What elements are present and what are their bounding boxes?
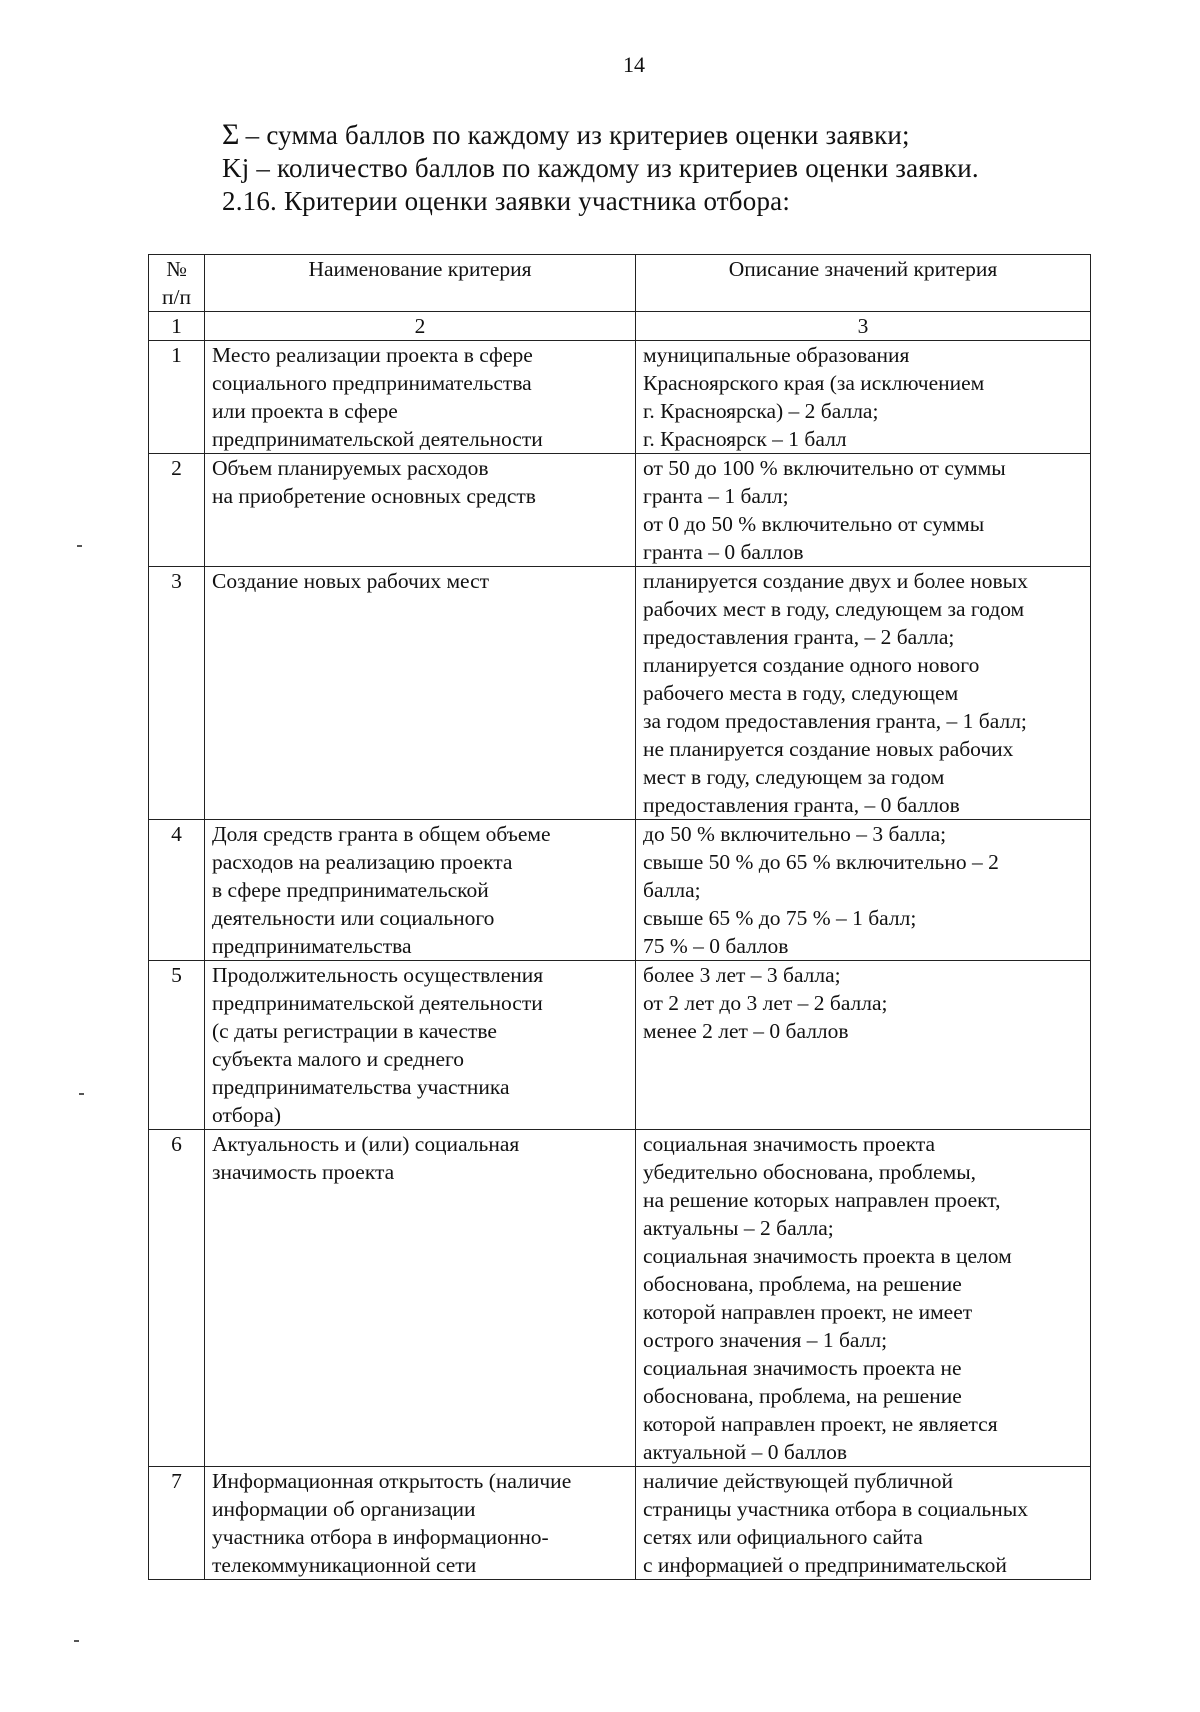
criterion-description-line: г. Красноярск – 1 балл bbox=[643, 427, 847, 451]
header-criterion-description: Описание значений критерия bbox=[636, 255, 1091, 312]
criterion-description-line: свыше 50 % до 65 % включительно – 2 bbox=[643, 850, 999, 874]
criterion-description-line: не планируется создание новых рабочих bbox=[643, 737, 1014, 761]
criterion-name-line: Место реализации проекта в сфере bbox=[212, 343, 533, 367]
scan-artifact-mark bbox=[79, 1093, 84, 1095]
criterion-description-line: свыше 65 % до 75 % – 1 балл; bbox=[643, 906, 917, 930]
criterion-description-line: г. Красноярска) – 2 балла; bbox=[643, 399, 879, 423]
criterion-name-line: информации об организации bbox=[212, 1497, 476, 1521]
criterion-description-line: на решение которых направлен проект, bbox=[643, 1188, 1001, 1212]
criterion-description-line: острого значения – 1 балл; bbox=[643, 1328, 888, 1352]
column-index-2: 2 bbox=[205, 312, 636, 341]
scan-artifact-mark bbox=[74, 1640, 79, 1642]
criterion-name bbox=[205, 567, 636, 820]
header-criterion-name: Наименование критерия bbox=[205, 255, 636, 312]
row-number: 7 bbox=[149, 1467, 205, 1580]
criterion-description-line: за годом предоставления гранта, – 1 балл; bbox=[643, 709, 1027, 733]
criterion-name-line: телекоммуникационной сети bbox=[212, 1553, 477, 1577]
criterion-description-line: страницы участника отбора в социальных bbox=[643, 1497, 1028, 1521]
criterion-name-line: субъекта малого и среднего bbox=[212, 1047, 465, 1071]
criterion-name-line: (с даты регистрации в качестве bbox=[212, 1019, 497, 1043]
intro-block bbox=[222, 118, 979, 218]
criterion-description-line: предоставления гранта, – 2 балла; bbox=[643, 625, 955, 649]
criterion-description-line: наличие действующей публичной bbox=[643, 1469, 954, 1493]
criterion-description bbox=[636, 341, 1091, 454]
criterion-name bbox=[205, 961, 636, 1130]
criterion-description-line: которой направлен проект, не является bbox=[643, 1412, 998, 1436]
criterion-description-line: от 2 лет до 3 лет – 2 балла; bbox=[643, 991, 888, 1015]
criterion-description-line: обоснована, проблема, на решение bbox=[643, 1272, 962, 1296]
criterion-name-line: расходов на реализацию проекта bbox=[212, 850, 513, 874]
criterion-description-line: предоставления гранта, – 0 баллов bbox=[643, 793, 960, 817]
row-number: 5 bbox=[149, 961, 205, 1130]
criterion-description-line: гранта – 0 баллов bbox=[643, 540, 804, 564]
criterion-description bbox=[636, 567, 1091, 820]
criterion-description-line: балла; bbox=[643, 878, 701, 902]
header-number bbox=[149, 255, 205, 312]
table-row bbox=[149, 1130, 1091, 1467]
criterion-description-line: рабочего места в году, следующем bbox=[643, 681, 959, 705]
criterion-name-line: отбора) bbox=[212, 1103, 282, 1127]
criterion-name-line: предпринимательства bbox=[212, 934, 412, 958]
table-row bbox=[149, 820, 1091, 961]
sigma-symbol: Σ bbox=[222, 118, 240, 151]
column-index-row bbox=[149, 312, 1091, 341]
criterion-description-line: 75 % – 0 баллов bbox=[643, 934, 789, 958]
criterion-name-line: участника отбора в информационно- bbox=[212, 1525, 549, 1549]
table-row bbox=[149, 341, 1091, 454]
sigma-text: – сумма баллов по каждому из критериев оценки заявки; bbox=[245, 120, 910, 150]
criterion-name-line: Актуальность и (или) социальная bbox=[212, 1132, 520, 1156]
criterion-name-line: на приобретение основных средств bbox=[212, 484, 536, 508]
kj-definition: Kj – количество баллов по каждому из критериев оценки заявки. bbox=[222, 153, 979, 183]
criterion-description-line: с информацией о предпринимательской bbox=[643, 1553, 1007, 1577]
criterion-description-line: от 0 до 50 % включительно от суммы bbox=[643, 512, 985, 536]
criterion-description-line: социальная значимость проекта не bbox=[643, 1356, 962, 1380]
table-header-row bbox=[149, 255, 1091, 312]
criterion-description-line: мест в году, следующем за годом bbox=[643, 765, 945, 789]
criterion-name-line: значимость проекта bbox=[212, 1160, 395, 1184]
criterion-description bbox=[636, 454, 1091, 567]
criterion-description bbox=[636, 1467, 1091, 1580]
criterion-name bbox=[205, 341, 636, 454]
criterion-name-line: Создание новых рабочих мест bbox=[212, 569, 490, 593]
criterion-description-line: от 50 до 100 % включительно от суммы bbox=[643, 456, 1006, 480]
row-number: 1 bbox=[149, 341, 205, 454]
criterion-name bbox=[205, 1130, 636, 1467]
header-number-symbol: № bbox=[166, 257, 187, 281]
criteria-table bbox=[148, 254, 1091, 1580]
page-number: 14 bbox=[623, 52, 645, 77]
criterion-description bbox=[636, 1130, 1091, 1467]
table-row bbox=[149, 1467, 1091, 1580]
scan-artifact-mark bbox=[77, 545, 82, 547]
criterion-description-line: социальная значимость проекта в целом bbox=[643, 1244, 1012, 1268]
criterion-description bbox=[636, 961, 1091, 1130]
criterion-description-line: более 3 лет – 3 балла; bbox=[643, 963, 841, 987]
row-number: 4 bbox=[149, 820, 205, 961]
row-number: 2 bbox=[149, 454, 205, 567]
criterion-name bbox=[205, 454, 636, 567]
row-number: 6 bbox=[149, 1130, 205, 1467]
criterion-description-line: гранта – 1 балл; bbox=[643, 484, 789, 508]
criterion-name bbox=[205, 820, 636, 961]
criterion-name-line: или проекта в сфере bbox=[212, 399, 398, 423]
criterion-name-line: предпринимательской деятельности bbox=[212, 991, 543, 1015]
criterion-description-line: планируется создание одного нового bbox=[643, 653, 980, 677]
criterion-name-line: социального предпринимательства bbox=[212, 371, 532, 395]
criterion-description-line: муниципальные образования bbox=[643, 343, 910, 367]
criterion-description-line: рабочих мест в году, следующем за годом bbox=[643, 597, 1025, 621]
criterion-name-line: предпринимательской деятельности bbox=[212, 427, 543, 451]
criterion-description-line: сетях или официального сайта bbox=[643, 1525, 923, 1549]
criterion-name-line: в сфере предпринимательской bbox=[212, 878, 489, 902]
criterion-description-line: до 50 % включительно – 3 балла; bbox=[643, 822, 947, 846]
criterion-name bbox=[205, 1467, 636, 1580]
criterion-description-line: актуальной – 0 баллов bbox=[643, 1440, 847, 1464]
criterion-name-line: предпринимательства участника bbox=[212, 1075, 510, 1099]
table-row bbox=[149, 961, 1091, 1130]
criterion-description-line: актуальны – 2 балла; bbox=[643, 1216, 834, 1240]
column-index-1: 1 bbox=[149, 312, 205, 341]
sigma-definition bbox=[222, 118, 979, 152]
criterion-description-line: планируется создание двух и более новых bbox=[643, 569, 1028, 593]
criterion-name-line: Доля средств гранта в общем объеме bbox=[212, 822, 551, 846]
criterion-name-line: Объем планируемых расходов bbox=[212, 456, 489, 480]
table-row bbox=[149, 567, 1091, 820]
row-number: 3 bbox=[149, 567, 205, 820]
criterion-name-line: Продолжительность осуществления bbox=[212, 963, 544, 987]
criterion-description-line: социальная значимость проекта bbox=[643, 1132, 936, 1156]
criterion-description-line: убедительно обоснована, проблемы, bbox=[643, 1160, 977, 1184]
criterion-description-line: обоснована, проблема, на решение bbox=[643, 1384, 962, 1408]
table-body bbox=[149, 312, 1091, 1580]
criterion-description-line: менее 2 лет – 0 баллов bbox=[643, 1019, 849, 1043]
column-index-3: 3 bbox=[636, 312, 1091, 341]
table-row bbox=[149, 454, 1091, 567]
criterion-description-line: которой направлен проект, не имеет bbox=[643, 1300, 973, 1324]
criterion-description bbox=[636, 820, 1091, 961]
header-number-abbr: п/п bbox=[162, 285, 191, 309]
criterion-description-line: Красноярского края (за исключением bbox=[643, 371, 985, 395]
criterion-name-line: Информационная открытость (наличие bbox=[212, 1469, 572, 1493]
criterion-name-line: деятельности или социального bbox=[212, 906, 495, 930]
section-heading: 2.16. Критерии оценки заявки участника отбора: bbox=[222, 186, 791, 216]
